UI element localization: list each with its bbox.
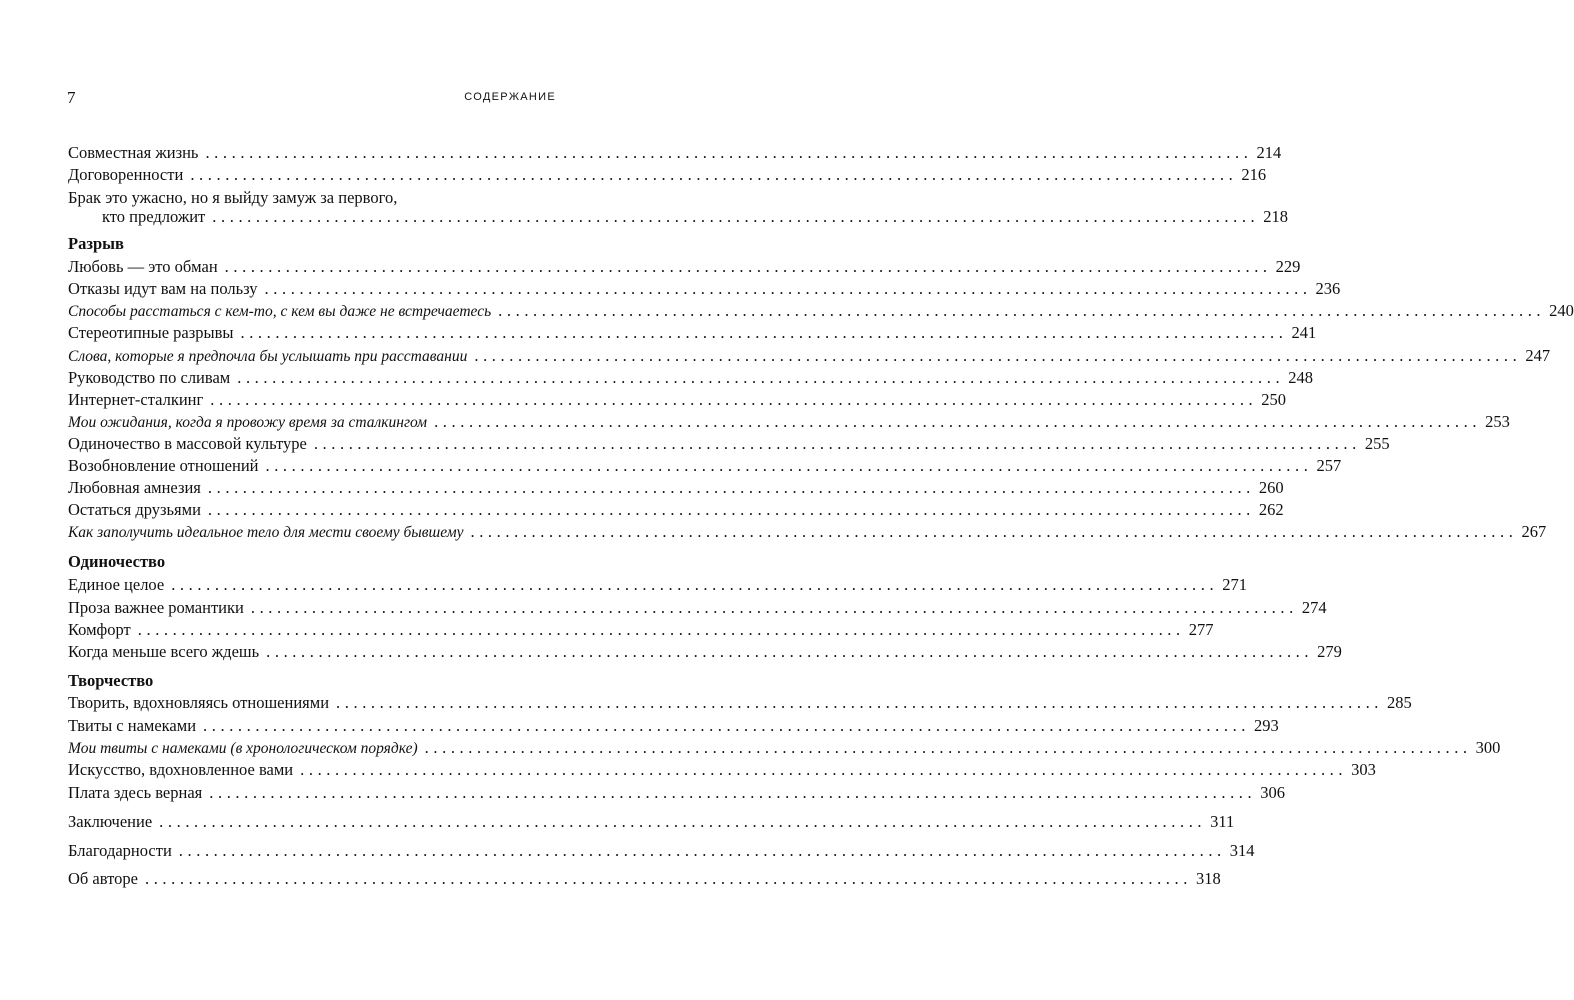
toc-entry [68,759,1376,781]
toc-entry-page: 300 [1475,738,1501,757]
dot-leader: ........................................................................................................................ [190,165,1238,184]
toc-entry [68,737,1501,759]
dot-leader: ........................................................................................................................ [207,478,1255,497]
toc-entry [68,597,1327,619]
toc-entry-page: 306 [1260,783,1285,802]
dot-leader: ........................................................................................................................ [178,841,1226,860]
toc-entry [68,455,1342,477]
toc-entry-page: 285 [1387,693,1412,712]
toc-entry [68,367,1313,389]
toc-entry [68,300,1574,322]
dot-leader: ........................................................................................................................ [313,434,1361,453]
toc-entry [68,256,1301,278]
toc-entry [68,389,1287,411]
toc-entry [68,692,1412,714]
toc-entry-title: Комфорт [68,620,131,639]
toc-entry-title: Руководство по сливам [68,368,231,387]
toc-entry [68,499,1284,521]
toc-entry-page: 247 [1525,346,1551,365]
toc-entry-page: 214 [1256,143,1282,162]
toc-entry-title: Слова, которые я предпочла бы услышать при расставании [68,348,468,365]
toc-entry-title: Искусство, вдохновленное вами [68,760,294,779]
toc-entry [68,840,1255,862]
dot-leader: ........................................................................................................................ [470,522,1518,541]
dot-leader: ........................................................................................................................ [224,257,1272,276]
toc-entry-page: 293 [1254,716,1279,735]
toc-entry [68,574,1247,596]
dot-leader: ........................................................................................................................ [210,390,1258,409]
section-title: Разрыв [68,234,124,253]
toc-entry [68,278,1341,300]
toc-entry-title: Способы расстаться с кем-то, с кем вы даже не встречаетесь [68,303,492,320]
toc-entry-page: 250 [1261,390,1287,409]
dot-leader: ........................................................................................................................ [300,760,1348,779]
toc-entry [68,641,1342,663]
toc-entry-page: 255 [1364,434,1390,453]
toc-entry-title: Отказы идут вам на пользу [68,279,258,298]
toc-entry-title: Совместная жизнь [68,143,199,162]
toc-entry-title: Плата здесь верная [68,783,203,802]
toc-entry-title-line1: Брак это ужасно, но я выйду замуж за первого, [68,188,398,207]
dot-leader: ........................................................................................................................ [265,456,1313,475]
toc-entry-title: Твиты с намеками [68,716,197,735]
toc-entry-title: Возобновление отношений [68,456,259,475]
toc-entry-page: 262 [1258,500,1284,519]
toc-entry-title: Мои ожидания, когда я провожу время за сталкингом [68,414,428,431]
toc-entry-page: 257 [1316,456,1342,475]
toc-entry-page: 236 [1315,279,1341,298]
toc-entry [68,619,1214,641]
toc-entry-page: 311 [1210,812,1235,831]
dot-leader: ........................................................................................................................ [266,642,1314,661]
toc-entry-title: Проза важнее романтики [68,598,244,617]
dot-leader: ........................................................................................................................ [434,412,1482,431]
toc-entry-title: Заключение [68,812,153,831]
toc-entry-page: 253 [1485,412,1510,431]
toc-entry [68,206,1289,228]
dot-leader: ........................................................................................................................ [240,323,1288,342]
toc-entry [68,811,1235,833]
dot-leader: ........................................................................................................................ [209,783,1257,802]
toc-entry [68,322,1317,344]
dot-leader: ........................................................................................................................ [250,598,1298,617]
toc-entry-title: Единое целое [68,575,165,594]
toc-entry-title: Договоренности [68,165,184,184]
dot-leader: ........................................................................................................................ [203,716,1251,735]
toc-entry [68,142,1282,164]
toc-entry [68,411,1510,433]
toc-entry-page: 279 [1317,642,1342,661]
dot-leader: ........................................................................................................................ [424,738,1472,757]
dot-leader: ........................................................................................................................ [212,207,1260,226]
toc-entry-title: Мои твиты с намеками (в хронологическом порядке) [68,740,418,757]
dot-leader: ........................................................................................................................ [205,143,1253,162]
toc-entry-page: 267 [1521,522,1547,541]
toc-entry-title: Когда меньше всего ждешь [68,642,260,661]
section-title: Одиночество [68,552,166,571]
toc-entry [68,345,1551,367]
toc-entry-page: 216 [1241,165,1267,184]
toc-entry-page: 318 [1195,869,1221,888]
toc-entry-page: 241 [1291,323,1317,342]
toc-entry [68,477,1284,499]
toc-entry [68,521,1547,543]
toc-entry-title: Одиночество в массовой культуре [68,434,307,453]
toc-entry-title: Любовная амнезия [68,478,201,497]
toc-entry-title: Творить, вдохновляясь отношениями [68,693,330,712]
page-number: 7 [67,88,76,107]
toc-entry-page: 271 [1222,575,1247,594]
toc-entry-page: 260 [1258,478,1284,497]
toc-entry-title: Об авторе [68,869,138,888]
toc-entry-page: 240 [1549,301,1574,320]
dot-leader: ........................................................................................................................ [207,500,1255,519]
dot-leader: ........................................................................................................................ [498,301,1546,320]
toc-entry [68,782,1285,804]
dot-leader: ........................................................................................................................ [137,620,1185,639]
toc-entry-page: 274 [1301,598,1327,617]
toc-entry-title: Как заполучить идеальное тело для мести своему бывшему [68,524,464,541]
dot-leader: ........................................................................................................................ [144,869,1192,888]
dot-leader: ........................................................................................................................ [264,279,1312,298]
toc-entry-page: 229 [1275,257,1301,276]
toc-entry-page: 277 [1188,620,1214,639]
toc-entry-title: Стереотипные разрывы [68,323,234,342]
dot-leader: ........................................................................................................................ [336,693,1384,712]
section-title: Творчество [68,671,154,690]
running-head: СОДЕРЖАНИЕ [464,91,556,103]
toc-entry [68,715,1279,737]
dot-leader: ........................................................................................................................ [171,575,1219,594]
toc-entry-title: Любовь — это обман [68,257,218,276]
toc-entry-page: 314 [1229,841,1255,860]
toc-entry-title-line2: кто предложит [102,207,206,226]
toc-entry-page: 218 [1263,207,1289,226]
toc-entry-page: 303 [1351,760,1376,779]
toc-entry-title: Остаться друзьями [68,500,201,519]
toc-entry [68,164,1267,186]
toc-entry [68,868,1221,890]
dot-leader: ........................................................................................................................ [474,346,1522,365]
toc-entry [68,433,1390,455]
dot-leader: ........................................................................................................................ [237,368,1285,387]
dot-leader: ........................................................................................................................ [159,812,1207,831]
toc-entry-title: Благодарности [68,841,172,860]
toc-entry-page: 248 [1288,368,1313,387]
toc-entry-title: Интернет-сталкинг [68,390,204,409]
